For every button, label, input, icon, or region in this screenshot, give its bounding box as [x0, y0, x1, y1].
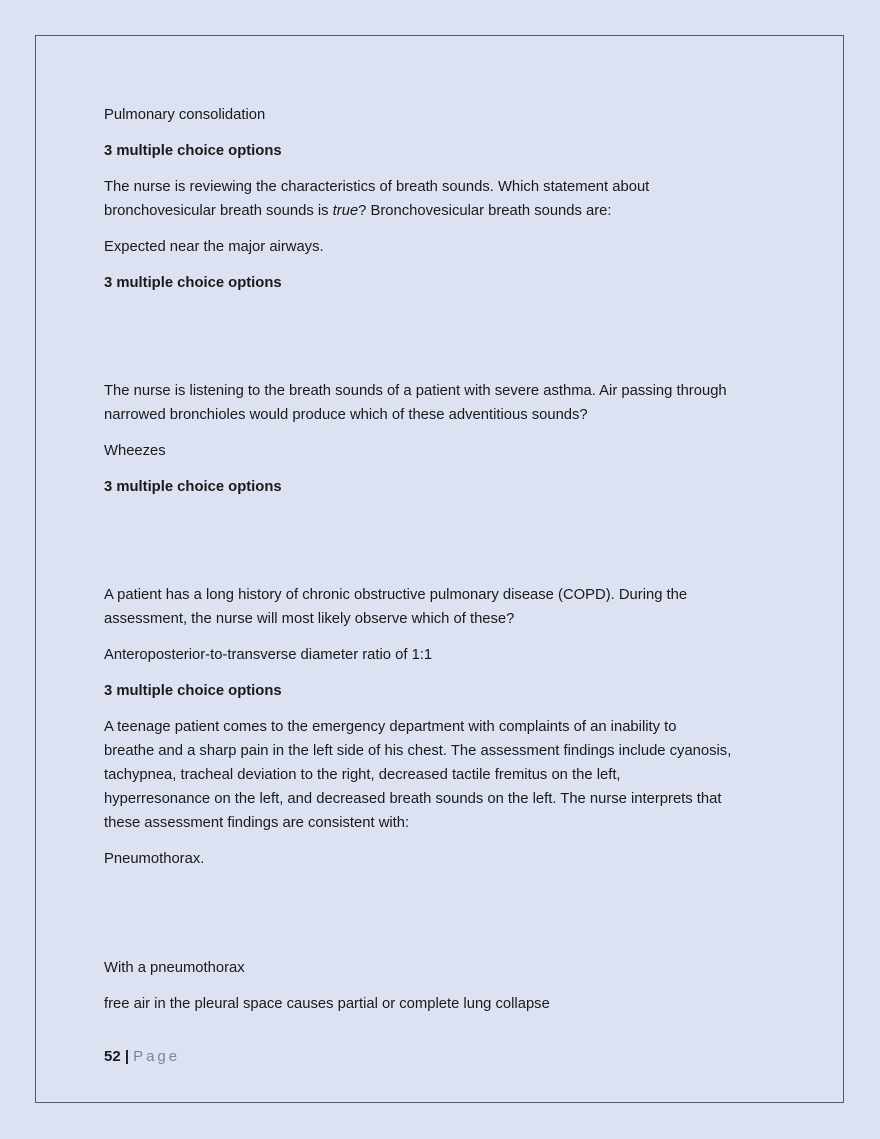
note-text [104, 992, 550, 1016]
text-line: 3 multiple choice options [104, 275, 282, 291]
text-line: With a pneumothorax [104, 960, 245, 976]
options-label [104, 679, 282, 703]
answer-text [104, 235, 324, 259]
options-label [104, 139, 282, 163]
answer-text [104, 847, 204, 871]
answer-text [104, 643, 432, 667]
text-line: free air in the pleural space causes partial or complete lung collapse [104, 996, 550, 1012]
text-line: hyperresonance on the left, and decreased breath sounds on the left. The nurse interprets that [104, 791, 722, 807]
text-line: 3 multiple choice options [104, 479, 282, 495]
text-line: assessment, the nurse will most likely observe which of these? [104, 611, 515, 627]
question-text [104, 583, 687, 631]
page-footer [104, 1045, 180, 1069]
text-line: breathe and a sharp pain in the left side of his chest. The assessment findings include cyanosis, [104, 743, 732, 759]
text-line: Expected near the major airways. [104, 239, 324, 255]
text-line: The nurse is reviewing the characteristics of breath sounds. Which statement about [104, 179, 650, 195]
text-line: Pulmonary consolidation [104, 107, 266, 123]
options-label [104, 271, 282, 295]
options-label [104, 475, 282, 499]
text-line: tachypnea, tracheal deviation to the right, decreased tactile fremitus on the left, [104, 767, 621, 783]
page-number: 52 [104, 1048, 121, 1065]
text-line: 3 multiple choice options [104, 143, 282, 159]
text-line: Wheezes [104, 443, 166, 459]
text-line: narrowed bronchioles would produce which of these adventitious sounds? [104, 407, 588, 423]
question-text [104, 715, 731, 835]
text-line: 3 multiple choice options [104, 683, 282, 699]
footer-separator: | [124, 1048, 130, 1065]
question-text [104, 175, 649, 223]
text-segment: bronchovesicular breath sounds is [104, 203, 333, 219]
text-line: The nurse is listening to the breath sounds of a patient with severe asthma. Air passing through [104, 383, 727, 399]
text-line: these assessment findings are consistent with: [104, 815, 410, 831]
text-line: Anteroposterior-to-transverse diameter ratio of 1:1 [104, 647, 433, 663]
text-segment: ? Bronchovesicular breath sounds are: [358, 203, 612, 219]
answer-text [104, 103, 265, 127]
text-line [104, 199, 649, 223]
italic-text: true [332, 203, 359, 219]
page-label: Page [133, 1048, 181, 1065]
question-text [104, 379, 727, 427]
note-heading [104, 956, 245, 980]
answer-text [104, 439, 166, 463]
text-line: Pneumothorax. [104, 851, 205, 867]
text-line: A teenage patient comes to the emergency department with complaints of an inability to [104, 719, 677, 735]
text-line: A patient has a long history of chronic obstructive pulmonary disease (COPD). During the [104, 587, 688, 603]
